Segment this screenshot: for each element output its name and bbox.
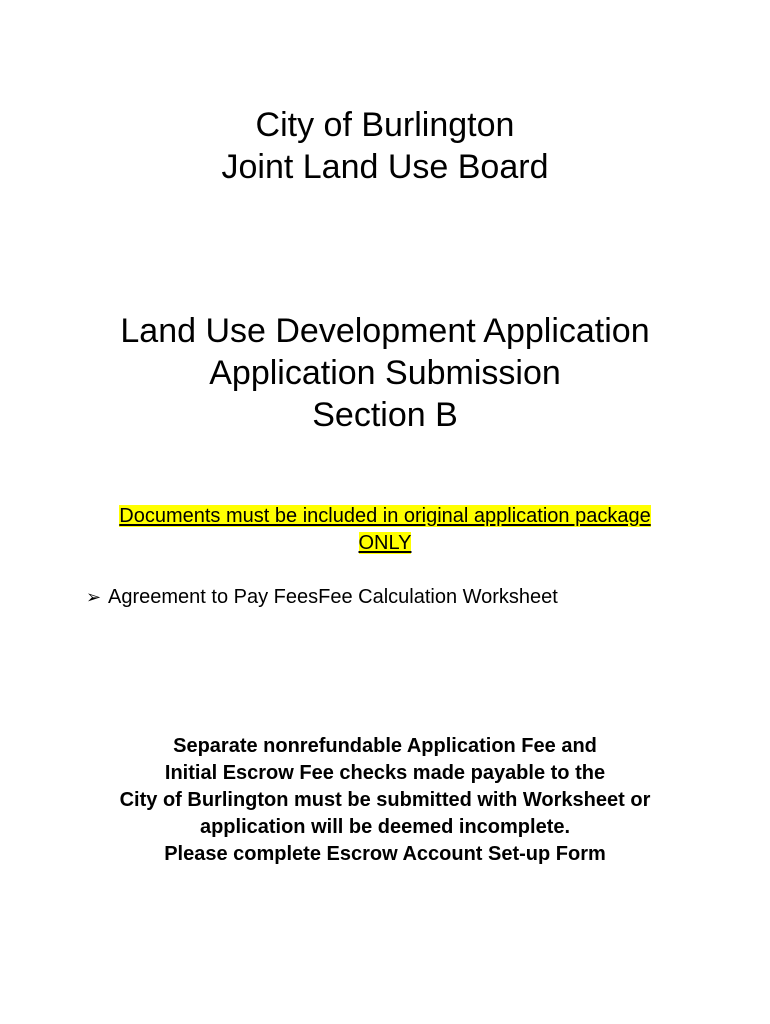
page-title [0, 104, 770, 188]
checklist-item-label: Agreement to Pay FeesFee Calculation Worksheet [108, 586, 558, 608]
notice-line-1: Documents must be included in original application package [119, 505, 651, 527]
board-name: Joint Land Use Board [221, 148, 549, 186]
highlighted-notice [0, 503, 770, 557]
instruction-line-4: application will be deemed incomplete. [199, 816, 571, 838]
application-type: Land Use Development Application [120, 312, 650, 350]
instruction-line-5: Please complete Escrow Account Set-up Form [164, 843, 606, 865]
org-name: City of Burlington [255, 106, 515, 144]
instruction-line-3: City of Burlington must be submitted with Worksheet or [119, 789, 651, 811]
submission-label: Application Submission [209, 354, 561, 392]
section-label: Section B [312, 396, 458, 434]
arrow-bullet-icon: ➢ [86, 587, 102, 607]
instruction-line-1: Separate nonrefundable Application Fee and [173, 735, 597, 757]
instruction-line-2: Initial Escrow Fee checks made payable to the [164, 762, 606, 784]
section-heading [0, 310, 770, 436]
notice-line-2: ONLY [358, 532, 412, 554]
checklist-item [86, 584, 558, 611]
fee-instructions [0, 733, 770, 868]
